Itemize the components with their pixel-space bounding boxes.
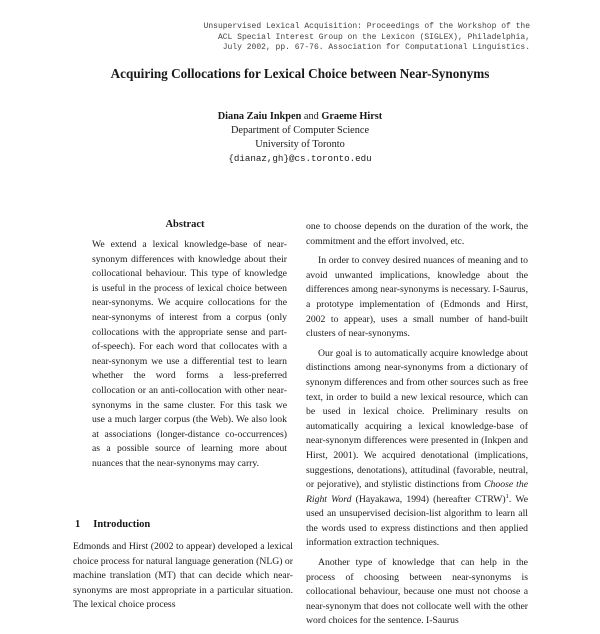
section-heading-introduction bbox=[75, 519, 150, 530]
right-paragraph-3-b: (Hayakawa, 1994) (hereafter CTRW) bbox=[351, 493, 506, 505]
right-paragraph-3-c: . We used an unsupervised decision-list algorithm to learn all the words used to express distinctions and then applied information extraction techniques. bbox=[306, 493, 528, 549]
right-column bbox=[306, 220, 528, 634]
section-number: 1 bbox=[75, 519, 81, 530]
author-conjunction: and bbox=[303, 111, 319, 122]
right-paragraph-4: Another type of knowledge that can help in the process of choosing between near-synonyms is collocational behaviour, because one must not choose a near-synonym that does not collocate well with the other word choices for the sentence. I-Saurus bbox=[306, 557, 528, 627]
right-paragraph-1: one to choose depends on the duration of the work, the commitment and the effort involved, etc. bbox=[306, 221, 528, 247]
header-line-1: Unsupervised Lexical Acquisition: Proceedings of the Workshop of the bbox=[203, 22, 530, 31]
author-1: Diana Zaiu Inkpen bbox=[217, 111, 302, 122]
paper-title: Acquiring Collocations for Lexical Choice between Near-Synonyms bbox=[110, 66, 490, 81]
book-title: Choose the Right Word bbox=[306, 479, 528, 505]
author-names bbox=[0, 110, 600, 124]
abstract-heading: Abstract bbox=[165, 219, 205, 230]
right-paragraph-2: In order to convey desired nuances of meaning and to avoid unwanted implications, knowledge about the differences among near-synonyms is necessary. I-Saurus, a prototype implementation of (Edmonds and Hirst, 2002 to appear), uses a small number of hand-built clusters of near-synonyms. bbox=[306, 255, 528, 340]
abstract-text: We extend a lexical knowledge-base of near-synonym differences with knowledge about their collocational behaviour. This type of knowledge is useful in the process of lexical choice between near-synonyms. We acquire collocations for the near-synonyms of interest from a corpus (only collocations with the appropriate sense and part-of-speech). For each word that collocates with a near-synonym we use a differential test to learn whether the word forms a less-preferred collocation or an anti-collocation with other near-synonyms in the same cluster. For this task we use a much larger corpus (the Web). We also look at associations (longer-distance co-occurrences) as a possible source of learning more about nuances that the near-synonyms may carry. bbox=[92, 239, 287, 469]
header-line-3: July 2002, pp. 67-76. Association for Computational Linguistics. bbox=[222, 43, 530, 52]
section-title: Introduction bbox=[93, 519, 151, 530]
right-paragraph-3-a: Our goal is to automatically acquire knowledge about distinctions among near-synonyms from a dictionary of synonym differences and from other sources such as free text, in order to build a new lexical resource, which can be used in lexical choice. Preliminary results on automatically acquiring a lexical knowledge-base of near-synonym differences were presented in (Inkpen and Hirst, 2001). We acquired denotational (implications, suggestions, denotations), attitudinal (favorable, neutral, or pejorative), and stylistic distinctions from bbox=[306, 347, 528, 491]
introduction-text: Edmonds and Hirst (2002 to appear) developed a lexical choice process for natural language generation (NLG) or machine translation (MT) that can decide which near-synonyms are most appropriate in a particular situation. The lexical choice process bbox=[73, 541, 293, 611]
author-block bbox=[0, 110, 600, 166]
author-email: {dianaz,gh}@cs.toronto.edu bbox=[228, 153, 372, 164]
right-paragraph-3 bbox=[306, 347, 528, 551]
proceedings-header bbox=[90, 22, 530, 54]
header-line-2: ACL Special Interest Group on the Lexicon (SIGLEX), Philadelphia, bbox=[217, 32, 530, 42]
author-2: Graeme Hirst bbox=[321, 111, 383, 122]
university: University of Toronto bbox=[255, 139, 345, 150]
abstract-body bbox=[92, 238, 287, 472]
footnote-marker[interactable]: 1 bbox=[505, 492, 509, 500]
department: Department of Computer Science bbox=[230, 125, 370, 136]
introduction-body bbox=[73, 540, 293, 613]
